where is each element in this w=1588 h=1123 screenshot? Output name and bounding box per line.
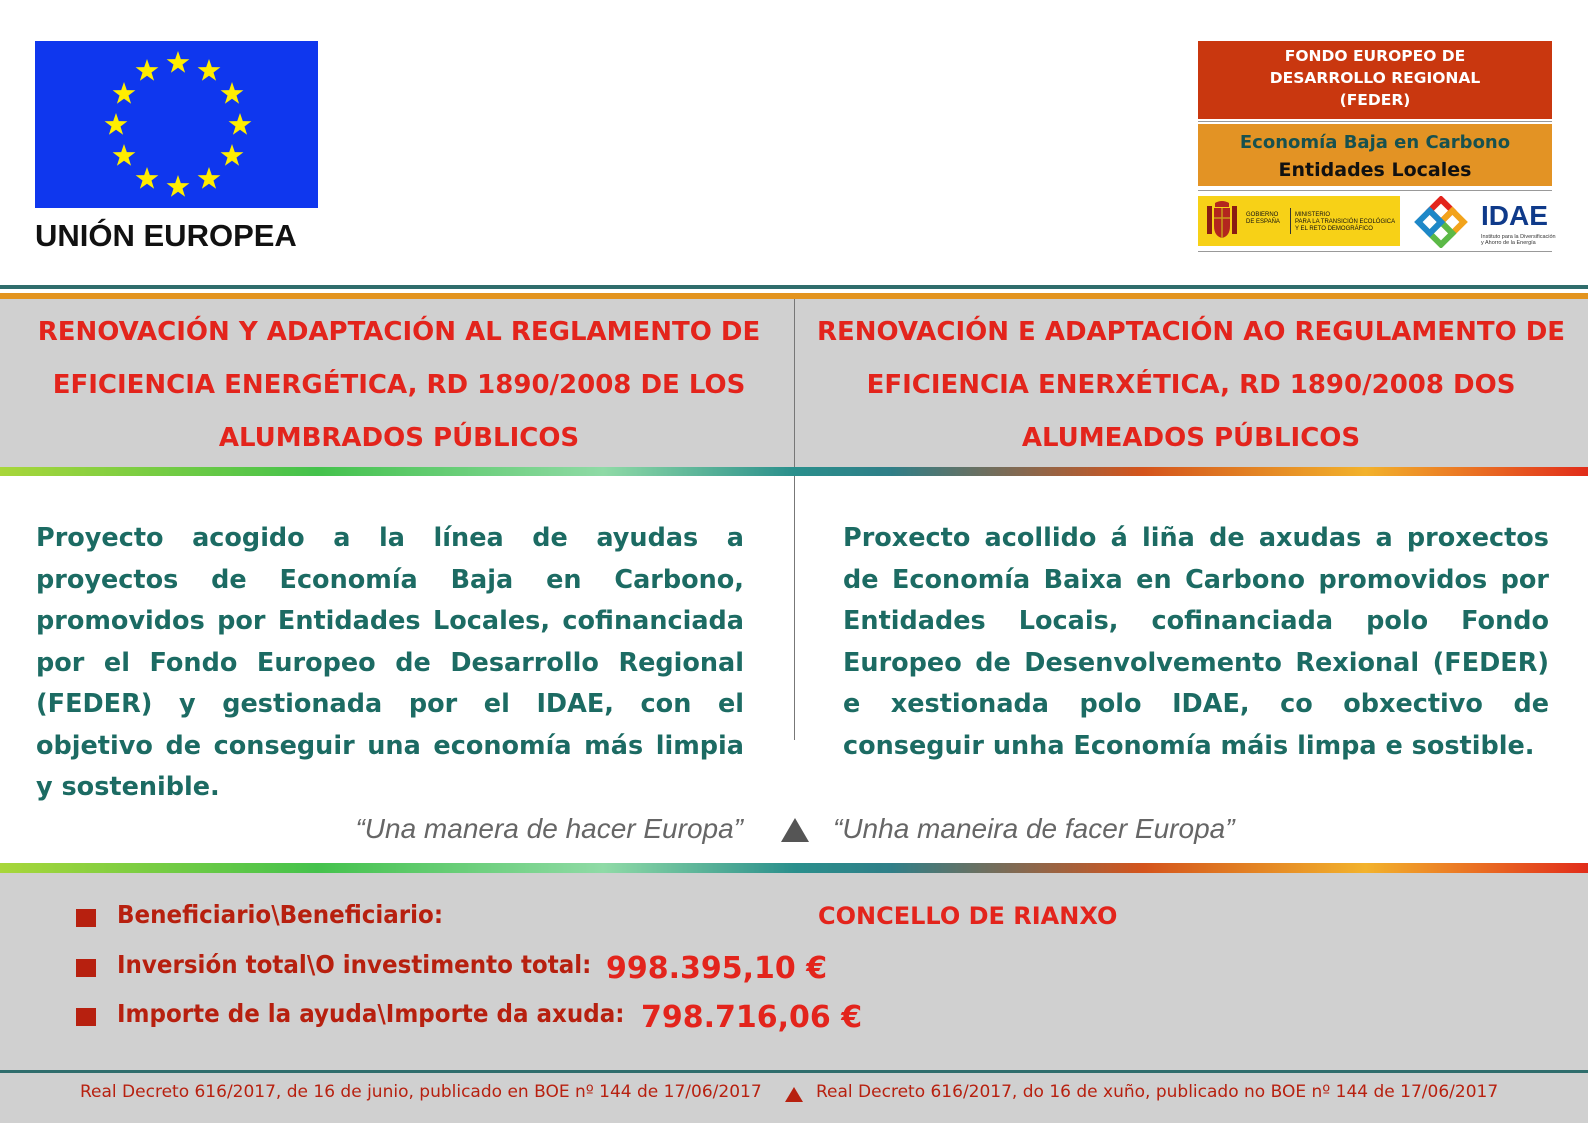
slogan-spanish: “Una manera de hacer Europa” [355, 813, 743, 844]
feder-divider [1198, 251, 1552, 252]
bullet-square-icon [76, 959, 96, 977]
feder-title-line: (FEDER) [1339, 91, 1411, 109]
beneficiary-label: Beneficiario\Beneficiario: [117, 900, 444, 929]
gov-separator [1290, 208, 1291, 234]
idae-label: IDAE [1481, 200, 1548, 231]
triangle-icon [781, 818, 809, 842]
gradient-separator [0, 467, 1588, 476]
feder-title-line: DESARROLLO REGIONAL [1269, 69, 1481, 87]
feder-entities: Entidades Locales [1278, 159, 1472, 181]
teal-separator [0, 285, 1588, 289]
spain-crest-icon [1204, 200, 1240, 242]
body-divider [794, 476, 795, 740]
footer-spanish: Real Decreto 616/2017, de 16 de junio, publicado en BOE nº 144 de 17/06/2017 [80, 1082, 762, 1102]
bullet-square-icon [76, 1008, 96, 1026]
aid-value: 798.716,06 € [641, 1000, 863, 1035]
slogan-galician: “Unha maneira de facer Europa” [833, 813, 1235, 844]
body-spanish: Proyecto acogido a la línea de ayudas a proyectos de Economía Baja en Carbono, promovidos por Entidades Locales, cofinanciada por el Fondo Europeo de Desarrollo Regional (FEDER) y gestionada por el IDAE, con el objetivo de conseguir una economía más limpia y sostenible. [36, 523, 744, 802]
feder-divider [1198, 121, 1552, 122]
gobierno-logo [1198, 196, 1400, 246]
feder-title-line: FONDO EUROPEO DE [1284, 47, 1466, 65]
triangle-icon [785, 1087, 803, 1102]
investment-label: Inversión total\O investimento total: [117, 950, 592, 979]
body-galician: Proxecto acollido á liña de axudas a proxectos de Economía Baixa en Carbono promovidos por Entidades Locais, cofinanciada polo Fondo Europeo de Desenvolvemento Rexional (FEDER) e xestionada polo IDAE, co obxectivo de conseguir unha Economía máis limpa e sostible. [843, 523, 1549, 761]
feder-program: Economía Baja en Carbono [1239, 132, 1511, 153]
eu-stars-icon [35, 41, 318, 208]
title-divider [794, 299, 795, 467]
ministry-label: MINISTERIO PARA LA TRANSICIÓN ECOLÓGICA Y EL RETO DEMOGRÁFICO [1295, 212, 1396, 232]
bullet-square-icon [76, 909, 96, 927]
feder-title-box [1198, 41, 1552, 119]
footer-galician: Real Decreto 616/2017, do 16 de xuño, publicado no BOE nº 144 de 17/06/2017 [816, 1082, 1499, 1102]
aid-label: Importe de la ayuda\Importe da axuda: [117, 999, 625, 1028]
title-spanish: RENOVACIÓN Y ADAPTACIÓN AL REGLAMENTO DE EFICIENCIA ENERGÉTICA, RD 1890/2008 DE LOS ALUMBRADOS PÚBLICOS [37, 317, 761, 453]
feder-divider [1198, 190, 1552, 191]
eu-flag-logo [35, 41, 318, 208]
idae-subtitle: Instituto para la Diversificación y Ahorro de la Energía [1481, 234, 1556, 246]
teal-separator [0, 1070, 1588, 1073]
feder-program-box [1198, 124, 1552, 186]
beneficiary-value: CONCELLO DE RIANXO [818, 902, 1118, 930]
gobierno-label: GOBIERNO DE ESPAÑA [1246, 212, 1280, 225]
eu-label: UNIÓN EUROPEA [35, 218, 297, 253]
investment-value: 998.395,10 € [606, 951, 828, 986]
gradient-separator [0, 863, 1588, 873]
title-galician: RENOVACIÓN E ADAPTACIÓN AO REGULAMENTO DE EFICIENCIA ENERXÉTICA, RD 1890/2008 DOS ALUMEADOS PÚBLICOS [816, 317, 1566, 453]
